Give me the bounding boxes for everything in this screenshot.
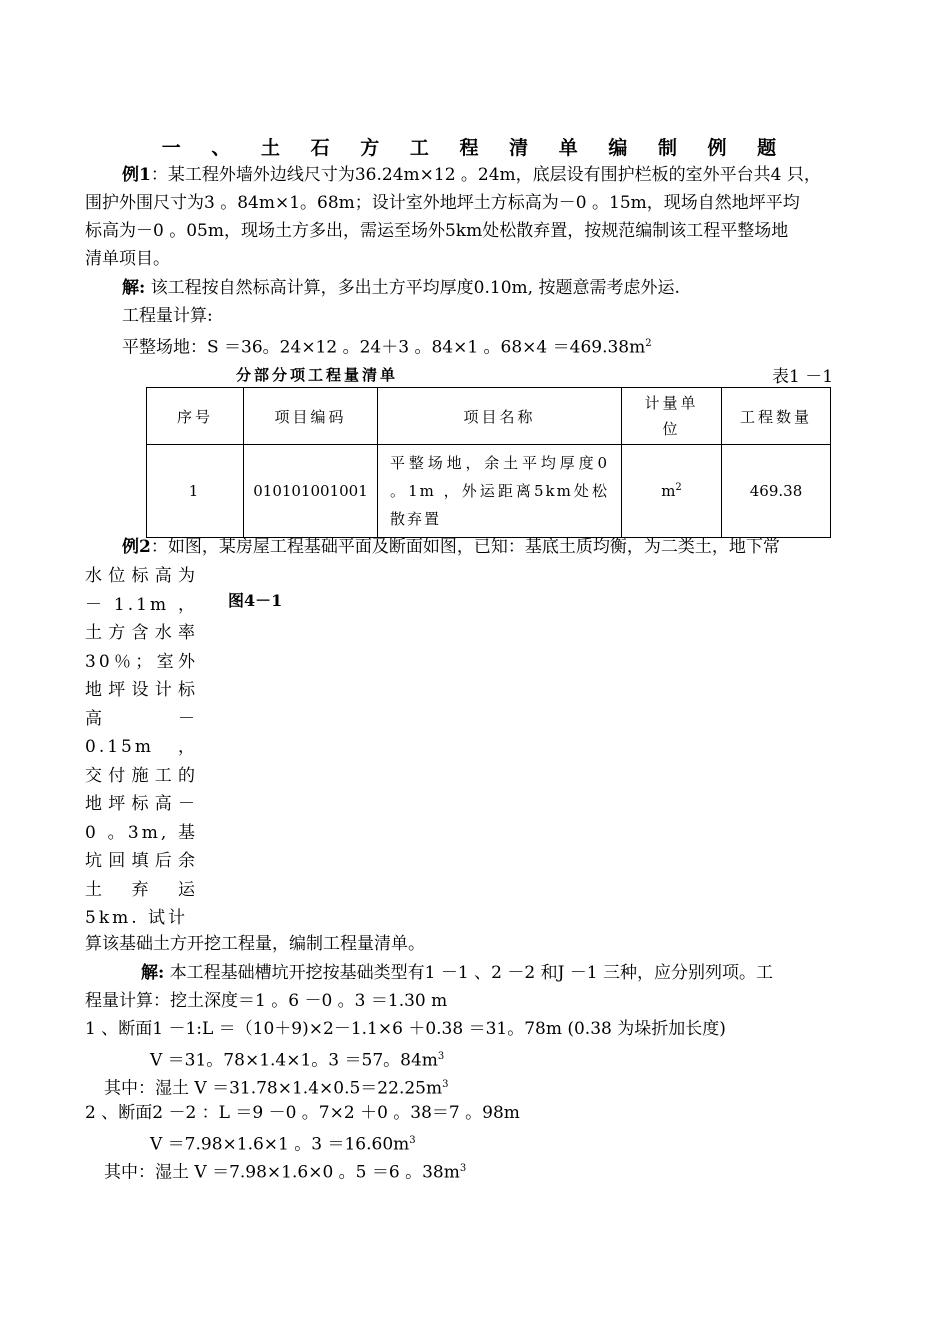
solution2-line1	[141, 959, 773, 987]
header-unit: 计量单位	[622, 388, 722, 445]
cell-unit: $m^2$	[622, 445, 722, 538]
quantity-table	[146, 387, 831, 538]
header-seq: 序号	[147, 388, 244, 445]
section2-volume-text: V ＝7.98×1.6×1 。3 ＝16.60m	[150, 1134, 410, 1155]
table-row	[147, 445, 831, 538]
example1-line4: 清单项目。	[85, 249, 170, 269]
header-code: 项目编码	[244, 388, 378, 445]
example2-line1	[122, 533, 780, 561]
section1-volume-text: V ＝31。78×1.4×1。3 ＝57。84m	[150, 1050, 438, 1071]
section2-volume-sup: 3	[409, 1135, 416, 1146]
section1-wet	[104, 1071, 448, 1103]
area-formula	[122, 330, 652, 362]
cell-qty: 469.38	[722, 445, 831, 538]
solution2-label: 解:	[141, 963, 165, 983]
table-caption: 分部分项工程量清单	[236, 366, 399, 384]
example1-text1: ：某工程外墙外边线尺寸为36.24m×12 。24m，底层设有围护栏板的室外平台共4 只，	[150, 165, 821, 185]
solution1-text: 该工程按自然标高计算，多出土方平均厚度0.10m, 按题意需考虑外运.	[150, 278, 680, 298]
header-name: 项目名称	[378, 388, 622, 445]
section1-length: 1 、断面1 －1:L ＝（10＋9)×2－1.1×6 ＋0.38 ＝31。78m (0.38 为垛折加长度)	[85, 1019, 726, 1039]
page-title: 一 、 土 石 方 工 程 清 单 编 制 例 题	[161, 137, 789, 159]
solution1-label: 解:	[122, 278, 146, 298]
solution2-line2: 程量计算：挖土深度＝1 。6 －0 。3 ＝1.30 m	[85, 991, 448, 1011]
section2-wet-sup: 3	[459, 1163, 467, 1174]
solution2-text1: 本工程基础槽坑开挖按基础类型有1 －1 、2 －2 和J －1 三种，应分别列项。工	[169, 963, 774, 983]
example1-line3: 标高为－0 。05m，现场土方多出，需运至场外5km处松散弃置，按规范编制该工程平整场地	[85, 221, 789, 241]
header-qty: 工程数量	[722, 388, 831, 445]
example2-narrow-column: 水位标高为－ 1.1m ，土方含水率30％；室外地坪设计标高 －0.15m ，交付施工的地坪标高－0 。3m, 基坑回填后余土弃运5km. 试计	[85, 566, 198, 928]
section2-volume	[150, 1127, 416, 1159]
table-number: 表1 －1	[772, 367, 834, 387]
area-formula-sup: 2	[645, 338, 652, 349]
section1-wet-text: 其中：湿土 V ＝31.78×1.4×0.5＝22.25m	[104, 1078, 443, 1099]
solution1-line	[122, 274, 680, 302]
table-header-row	[147, 388, 831, 445]
area-formula-text: 平整场地：S ＝36。24×12 。24＋3 。84×1 。68×4 ＝469.38m	[122, 337, 646, 358]
cell-name: 平整场地，余土平均厚度0 。1m ，外运距离5km处松散弃置	[378, 445, 622, 538]
example1-label: 例1	[122, 165, 151, 185]
cell-code: 010101001001	[244, 445, 378, 538]
section1-volume-sup: 3	[437, 1051, 445, 1062]
figure-caption: 图4－1	[228, 591, 283, 610]
example2-text1: ：如图，某房屋工程基础平面及断面如图，已知：基底土质均衡，为二类土，地下常	[150, 537, 780, 557]
example1-line2: 围护外围尺寸为3 。84m×1。68m；设计室外地坪土方标高为－0 。15m，现场自然地坪平均	[85, 193, 800, 213]
cell-seq: 1	[147, 445, 244, 538]
calc-label: 工程量计算:	[122, 306, 213, 326]
section2-wet-text: 其中：湿土 V ＝7.98×1.6×0 。5 ＝6 。38m	[104, 1162, 460, 1183]
section2-wet	[104, 1155, 466, 1187]
example2-last-line: 算该基础土方开挖工程量，编制工程量清单。	[85, 934, 425, 954]
example2-label: 例2	[122, 537, 151, 557]
section1-wet-sup: 3	[442, 1079, 449, 1090]
section2-length: 2 、断面2 －2 ：L ＝9 －0 。7×2 ＋0 。38＝7 。98m	[85, 1103, 520, 1123]
example1-line1	[122, 161, 821, 189]
section1-volume	[150, 1043, 444, 1075]
